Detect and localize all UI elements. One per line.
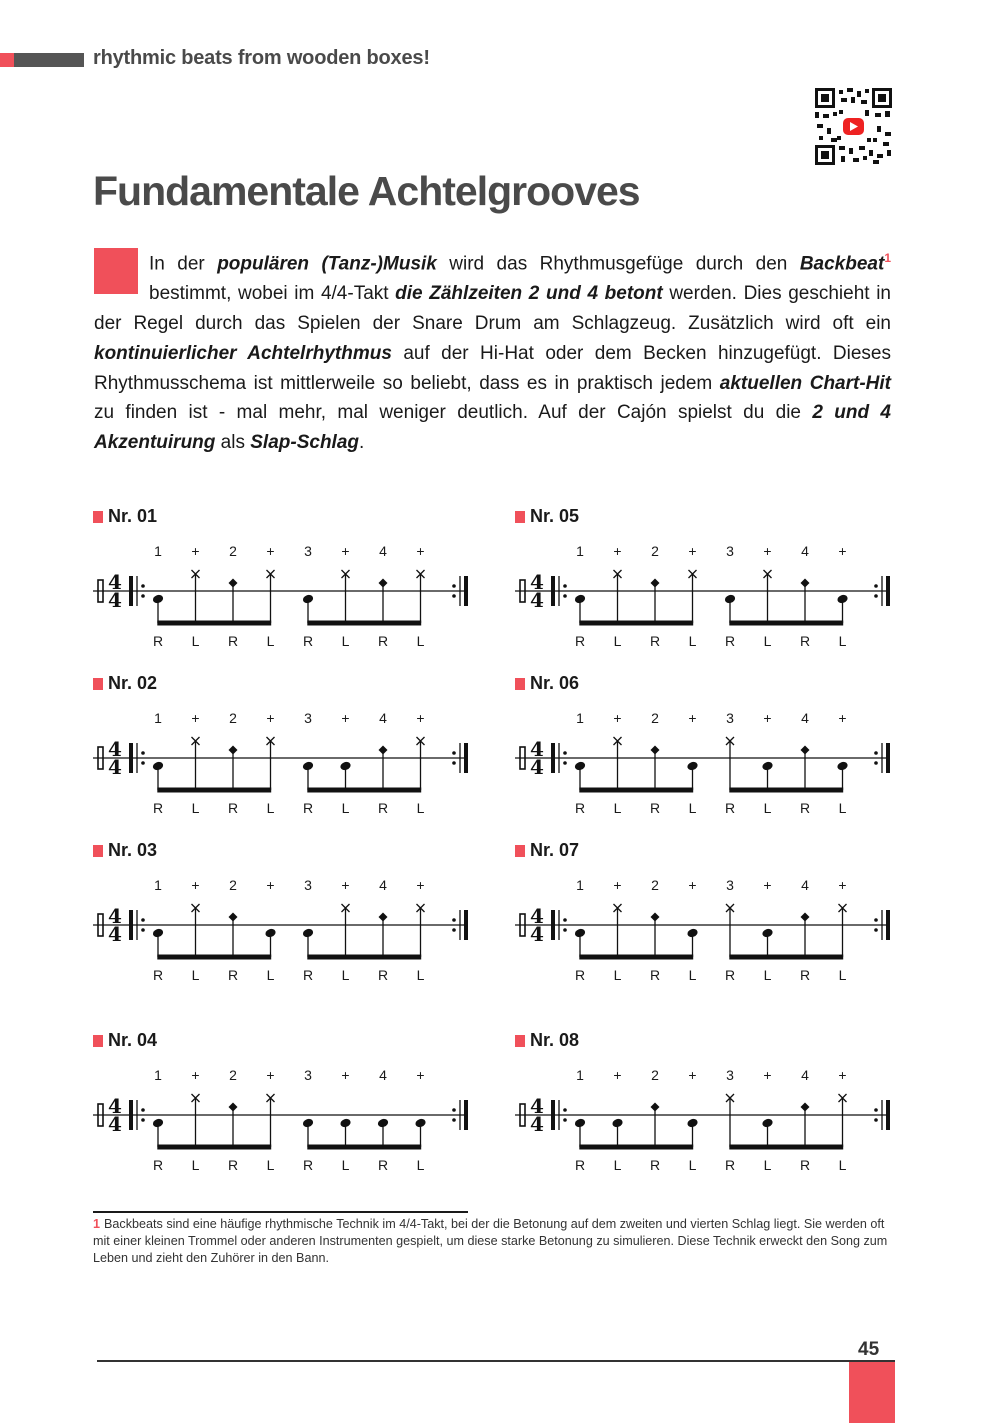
repeat-dot <box>452 584 456 588</box>
count-label: 4 <box>379 877 387 893</box>
count-label: + <box>838 1067 847 1083</box>
header-accent-gray <box>14 53 84 67</box>
count-label: + <box>763 710 772 726</box>
intro-emphasis: populären (Tanz-)Musik <box>217 253 437 275</box>
count-label: + <box>688 1067 697 1083</box>
header-accent-red <box>0 53 14 67</box>
qr-code <box>815 88 892 165</box>
sticking-label: R <box>302 633 314 649</box>
intro-text: In der <box>149 253 218 275</box>
sticking-label: R <box>227 633 239 649</box>
footer-rule <box>97 1360 895 1362</box>
repeat-dot <box>452 594 456 598</box>
repeat-dot <box>452 1118 456 1122</box>
count-label: 3 <box>726 1067 734 1083</box>
intro-text: zu finden ist - mal mehr, mal weniger deutlich. Auf der Cajón spielst du die <box>94 402 813 424</box>
sticking-label: L <box>341 633 350 649</box>
sticking-label: L <box>763 800 772 816</box>
repeat-dot <box>141 751 145 755</box>
page-accent-block <box>849 1362 895 1423</box>
count-label: + <box>613 710 622 726</box>
sticking-label: L <box>688 800 697 816</box>
sticking-label: R <box>724 800 736 816</box>
count-label: + <box>266 710 275 726</box>
count-label: + <box>341 877 350 893</box>
sticking-label: L <box>266 800 275 816</box>
repeat-dot <box>141 1108 145 1112</box>
time-signature-bottom: 4 <box>530 755 544 779</box>
note-beam <box>729 955 843 960</box>
intro-text: als <box>215 432 251 454</box>
sticking-label: R <box>152 800 164 816</box>
count-label: 1 <box>576 710 584 726</box>
footnote-rule <box>93 1211 468 1213</box>
time-signature-bottom: 4 <box>108 1112 122 1136</box>
repeat-dot <box>874 751 878 755</box>
sticking-label: R <box>649 633 661 649</box>
repeat-dot <box>452 928 456 932</box>
groove-label: Nr. 08 <box>515 1030 579 1051</box>
sticking-label: L <box>341 967 350 983</box>
sticking-label: L <box>838 1157 847 1173</box>
repeat-dot <box>452 1108 456 1112</box>
count-label: 2 <box>651 877 659 893</box>
count-label: + <box>266 543 275 559</box>
sticking-label: R <box>799 967 811 983</box>
sticking-label: L <box>763 633 772 649</box>
sticking-label: L <box>266 1157 275 1173</box>
sticking-label: L <box>763 1157 772 1173</box>
sticking-label: L <box>416 633 425 649</box>
repeat-dot <box>874 918 878 922</box>
groove-label: Nr. 01 <box>93 506 157 527</box>
count-label: 3 <box>726 543 734 559</box>
count-label: + <box>191 710 200 726</box>
repeat-dot <box>563 928 567 932</box>
count-label: 4 <box>379 543 387 559</box>
sticking-label: R <box>799 633 811 649</box>
sticking-label: R <box>574 800 586 816</box>
sticking-label: L <box>763 967 772 983</box>
footnote <box>93 1216 893 1267</box>
count-label: 3 <box>304 543 312 559</box>
count-label: 1 <box>154 1067 162 1083</box>
sticking-label: L <box>416 800 425 816</box>
count-label: 2 <box>229 877 237 893</box>
count-label: + <box>266 1067 275 1083</box>
note-beam <box>157 621 271 626</box>
sticking-label: L <box>688 633 697 649</box>
count-label: + <box>341 1067 350 1083</box>
count-label: 3 <box>726 710 734 726</box>
count-label: 2 <box>229 1067 237 1083</box>
count-label: 4 <box>801 543 809 559</box>
count-label: + <box>613 543 622 559</box>
sticking-label: R <box>152 967 164 983</box>
sticking-label: L <box>613 800 622 816</box>
count-label: 4 <box>379 1067 387 1083</box>
count-label: 1 <box>576 1067 584 1083</box>
sticking-label: L <box>341 1157 350 1173</box>
time-signature-top: 4 <box>530 1094 544 1118</box>
page-title: Fundamentale Achtelgrooves <box>93 168 640 214</box>
count-label: 4 <box>801 877 809 893</box>
repeat-dot <box>141 918 145 922</box>
time-signature-bottom: 4 <box>108 922 122 946</box>
groove-label: Nr. 06 <box>515 673 579 694</box>
note-beam <box>579 1145 693 1150</box>
intro-emphasis: Slap-Schlag <box>250 432 359 454</box>
time-signature-top: 4 <box>530 570 544 594</box>
count-label: 1 <box>154 710 162 726</box>
note-beam <box>729 621 843 626</box>
note-beam <box>307 788 421 793</box>
count-label: 1 <box>576 877 584 893</box>
note-beam <box>307 955 421 960</box>
count-label: + <box>191 1067 200 1083</box>
sticking-label: R <box>574 633 586 649</box>
note-beam <box>579 955 693 960</box>
repeat-dot <box>563 918 567 922</box>
time-signature-top: 4 <box>108 570 122 594</box>
count-label: 3 <box>304 877 312 893</box>
sticking-label: L <box>191 967 200 983</box>
repeat-dot <box>141 594 145 598</box>
page-number: 45 <box>858 1339 880 1360</box>
count-label: 2 <box>229 710 237 726</box>
footnote-text: Backbeats sind eine häufige rhythmische Technik im 4/4-Takt, bei der die Betonung auf dem zweiten und vierten Schlag liegt. Sie werden oft mit einer kleinen Trommel oder anderen Instrumenten gespielt, um diese starke Betonung zu simulieren. Diese Technik erweckt den Song zum Leben und zieht den Zuhörer in den Bann. <box>93 1217 888 1265</box>
time-signature-bottom: 4 <box>108 588 122 612</box>
intro-emphasis: aktuellen Chart-Hit <box>719 372 891 394</box>
repeat-dot <box>141 761 145 765</box>
repeat-dot <box>563 761 567 765</box>
sticking-label: L <box>688 1157 697 1173</box>
sticking-label: R <box>227 800 239 816</box>
intro-text: werden. Dies geschieht in der Regel durch das Spielen der Snare Drum am Schlagzeug. Zusätzlich wird oft ein <box>94 283 891 334</box>
intro-emphasis: 2 und 4 Akzentuirung <box>94 402 891 454</box>
intro-text: bestimmt, wobei im 4/4-Takt <box>149 283 396 305</box>
groove-nr-03 <box>93 840 473 1000</box>
count-label: 1 <box>154 543 162 559</box>
note-beam <box>579 788 693 793</box>
sticking-label: R <box>227 967 239 983</box>
note-beam <box>307 621 421 626</box>
sticking-label: L <box>191 633 200 649</box>
groove-nr-06 <box>515 673 895 833</box>
sticking-label: L <box>416 967 425 983</box>
count-label: 1 <box>154 877 162 893</box>
sticking-label: R <box>227 1157 239 1173</box>
count-label: 2 <box>651 1067 659 1083</box>
sticking-label: R <box>724 967 736 983</box>
count-label: 1 <box>576 543 584 559</box>
count-label: + <box>763 543 772 559</box>
repeat-dot <box>563 1118 567 1122</box>
time-signature-top: 4 <box>530 737 544 761</box>
count-label: 3 <box>304 1067 312 1083</box>
repeat-dot <box>141 928 145 932</box>
sticking-label: R <box>799 800 811 816</box>
sticking-label: R <box>574 967 586 983</box>
repeat-dot <box>141 1118 145 1122</box>
sticking-label: R <box>377 633 389 649</box>
running-title: rhythmic beats from wooden boxes! <box>93 47 430 69</box>
time-signature-bottom: 4 <box>530 922 544 946</box>
groove-nr-02 <box>93 673 473 833</box>
repeat-dot <box>874 594 878 598</box>
count-label: + <box>763 1067 772 1083</box>
count-label: + <box>191 543 200 559</box>
count-label: 2 <box>651 543 659 559</box>
count-label: + <box>341 710 350 726</box>
sticking-label: L <box>838 967 847 983</box>
note-beam <box>307 1145 421 1150</box>
repeat-dot <box>452 918 456 922</box>
repeat-dot <box>874 584 878 588</box>
time-signature-top: 4 <box>108 737 122 761</box>
sticking-label: R <box>302 967 314 983</box>
sticking-label: L <box>613 1157 622 1173</box>
note-beam <box>157 1145 271 1150</box>
groove-nr-01 <box>93 506 473 666</box>
groove-label: Nr. 07 <box>515 840 579 861</box>
count-label: 3 <box>304 710 312 726</box>
repeat-dot <box>874 761 878 765</box>
count-label: + <box>838 710 847 726</box>
groove-label: Nr. 02 <box>93 673 157 694</box>
time-signature-top: 4 <box>530 904 544 928</box>
repeat-dot <box>563 584 567 588</box>
count-label: 3 <box>726 877 734 893</box>
time-signature-bottom: 4 <box>108 755 122 779</box>
repeat-dot <box>452 761 456 765</box>
repeat-dot <box>141 584 145 588</box>
groove-nr-04 <box>93 1030 473 1190</box>
count-label: 4 <box>801 710 809 726</box>
note-beam <box>157 788 271 793</box>
repeat-dot <box>874 1108 878 1112</box>
sticking-label: R <box>649 967 661 983</box>
count-label: + <box>266 877 275 893</box>
count-label: 2 <box>229 543 237 559</box>
sticking-label: L <box>341 800 350 816</box>
sticking-label: R <box>799 1157 811 1173</box>
intro-emphasis: die Zählzeiten 2 und 4 betont <box>395 283 663 305</box>
sticking-label: R <box>724 1157 736 1173</box>
repeat-dot <box>563 751 567 755</box>
sticking-label: L <box>613 967 622 983</box>
sticking-label: R <box>377 800 389 816</box>
note-beam <box>579 621 693 626</box>
count-label: + <box>416 1067 425 1083</box>
footnote-ref: 1 <box>884 251 891 265</box>
groove-label: Nr. 04 <box>93 1030 157 1051</box>
sticking-label: R <box>649 800 661 816</box>
repeat-dot <box>563 1108 567 1112</box>
intro-text: wird das Rhythmusgefüge durch den <box>436 253 800 275</box>
sticking-label: R <box>302 1157 314 1173</box>
count-label: + <box>341 543 350 559</box>
sticking-label: L <box>838 800 847 816</box>
sticking-label: R <box>152 1157 164 1173</box>
groove-nr-05 <box>515 506 895 666</box>
groove-nr-07 <box>515 840 895 1000</box>
intro-emphasis: Backbeat <box>799 253 885 275</box>
sticking-label: L <box>416 1157 425 1173</box>
sticking-label: R <box>724 633 736 649</box>
repeat-dot <box>563 594 567 598</box>
sticking-label: L <box>688 967 697 983</box>
sticking-label: L <box>266 967 275 983</box>
sticking-label: R <box>152 633 164 649</box>
groove-label: Nr. 05 <box>515 506 579 527</box>
intro-text: . <box>359 432 365 454</box>
count-label: + <box>416 877 425 893</box>
time-signature-bottom: 4 <box>530 1112 544 1136</box>
count-label: + <box>688 710 697 726</box>
count-label: 2 <box>651 710 659 726</box>
sticking-label: R <box>302 800 314 816</box>
count-label: + <box>763 877 772 893</box>
sticking-label: L <box>191 800 200 816</box>
sticking-label: L <box>266 633 275 649</box>
sticking-label: R <box>649 1157 661 1173</box>
count-label: + <box>191 877 200 893</box>
repeat-dot <box>874 1118 878 1122</box>
note-beam <box>729 1145 843 1150</box>
intro-text: auf der Hi-Hat oder dem Becken hinzugefügt. Dieses Rhythmusschema ist mittlerweile so beliebt, dass es in praktisch jedem <box>94 342 891 394</box>
footnote-number: 1 <box>93 1217 101 1231</box>
count-label: + <box>688 877 697 893</box>
sticking-label: R <box>574 1157 586 1173</box>
time-signature-bottom: 4 <box>530 588 544 612</box>
count-label: 4 <box>379 710 387 726</box>
groove-label: Nr. 03 <box>93 840 157 861</box>
note-beam <box>157 955 271 960</box>
count-label: + <box>688 543 697 559</box>
count-label: + <box>416 543 425 559</box>
note-beam <box>729 788 843 793</box>
sticking-label: R <box>377 967 389 983</box>
count-label: + <box>613 1067 622 1083</box>
count-label: + <box>838 877 847 893</box>
repeat-dot <box>874 928 878 932</box>
intro-paragraph <box>94 244 891 458</box>
count-label: + <box>613 877 622 893</box>
count-label: + <box>838 543 847 559</box>
groove-nr-08 <box>515 1030 895 1190</box>
count-label: 4 <box>801 1067 809 1083</box>
sticking-label: L <box>613 633 622 649</box>
sticking-label: L <box>838 633 847 649</box>
intro-emphasis: kontinuierlicher Achtelrhythmus <box>94 342 392 364</box>
time-signature-top: 4 <box>108 1094 122 1118</box>
sticking-label: L <box>191 1157 200 1173</box>
time-signature-top: 4 <box>108 904 122 928</box>
sticking-label: R <box>377 1157 389 1173</box>
count-label: + <box>416 710 425 726</box>
repeat-dot <box>452 751 456 755</box>
